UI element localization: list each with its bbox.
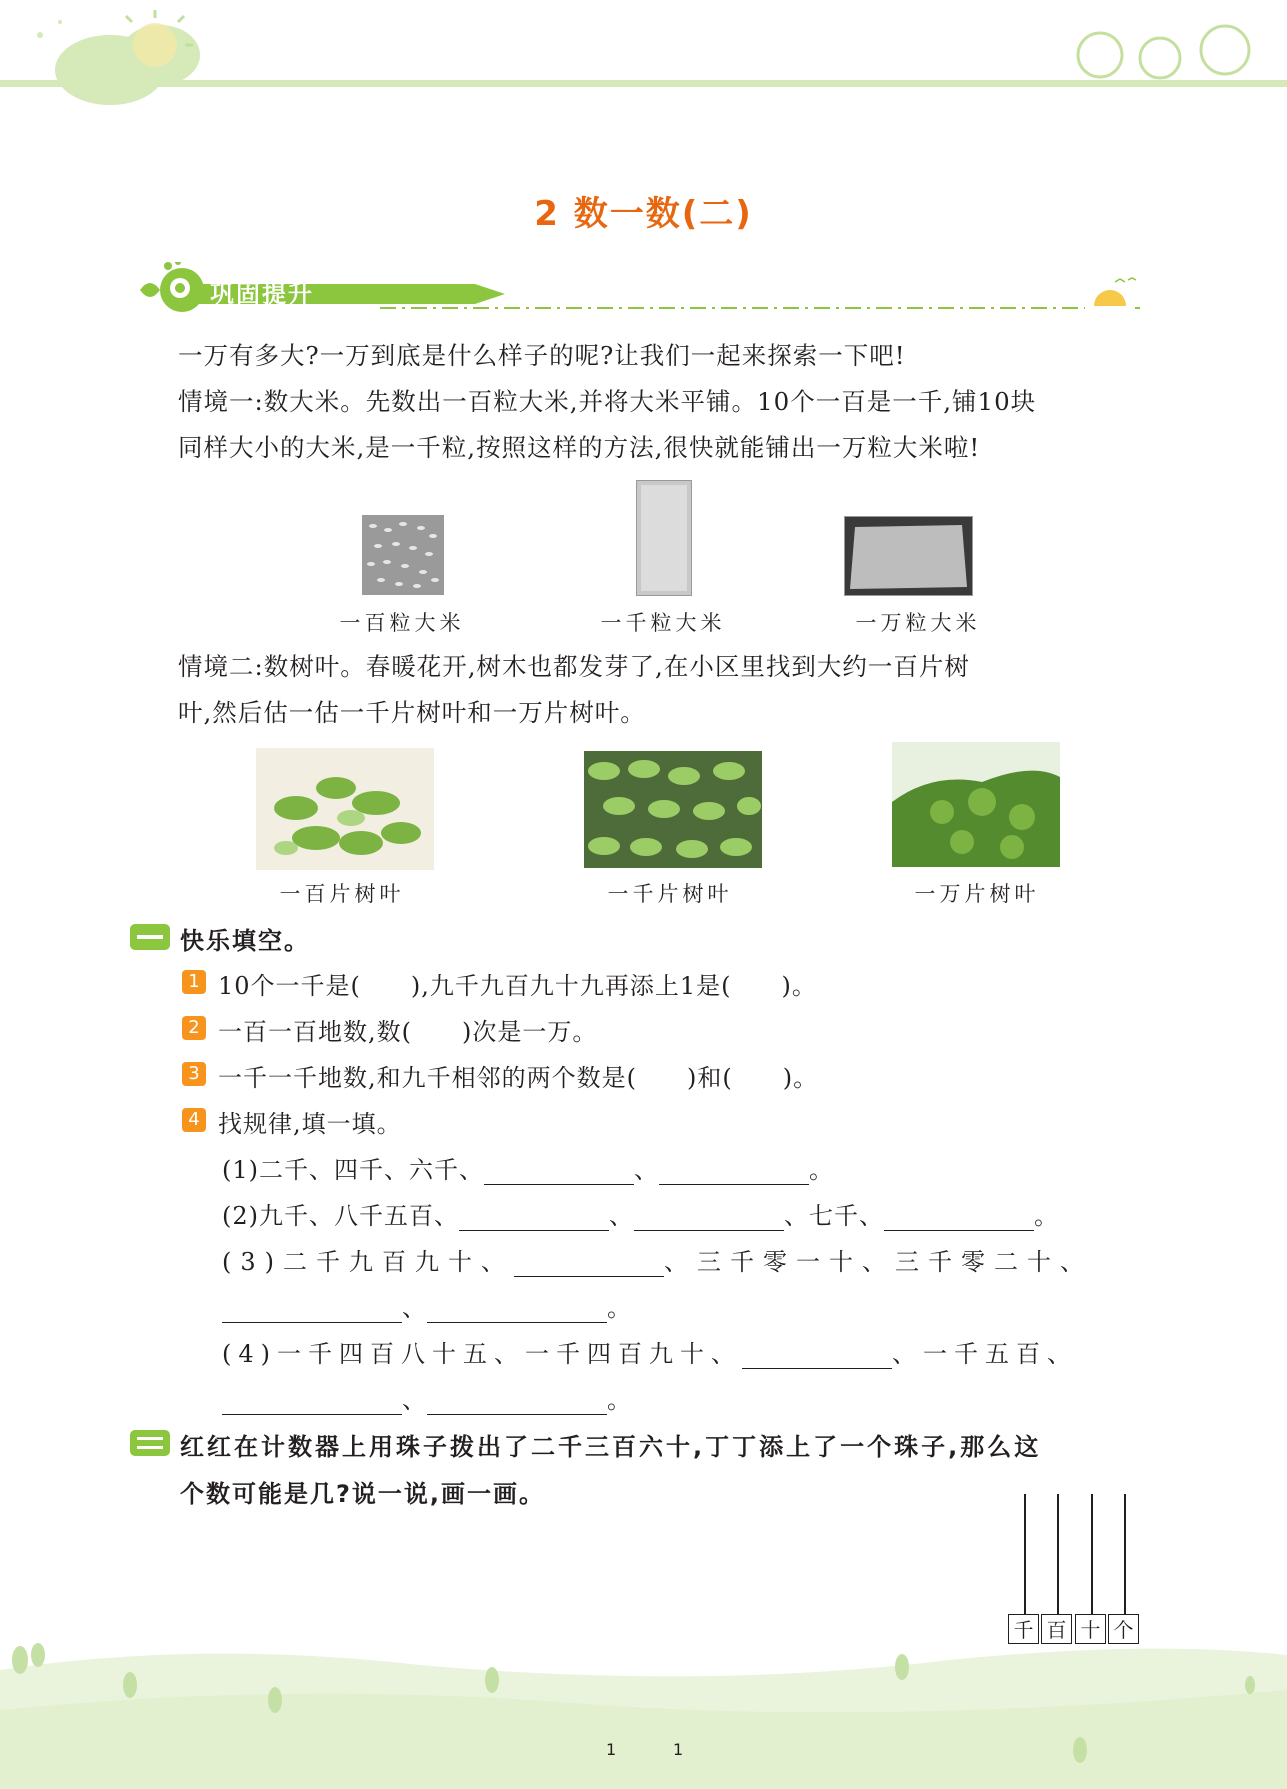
question-4-part-1: (1)二千、四千、六千、 、 。 [222,1156,834,1184]
section-one-badge [130,924,170,950]
question-4-part-3-continued: 、 。 [222,1288,632,1323]
question-1: 10个一千是( ),九千九百九十九再添上1是( )。 [218,972,817,1000]
section-two-line-1: 红红在计数器上用珠子拨出了二千三百六十,丁丁添上了一个珠子,那么这 [180,1433,1042,1461]
abacus-rod-tens [1091,1494,1093,1614]
answer-blank[interactable] [484,1158,634,1185]
question-4-part-2: (2)九千、八千五百、 、 、七千、 。 [222,1202,1059,1230]
rice-thousand-image [636,480,692,596]
rice-caption-thousand: 一千粒大米 [600,611,726,635]
abacus-rod-ones [1124,1494,1126,1614]
section-two-badge [130,1430,170,1456]
leaf-caption-hundred: 一百片树叶 [279,882,405,906]
answer-blank[interactable] [659,1158,809,1185]
page-title: 2 数一数(二) [534,194,753,234]
header-decoration [0,0,1287,110]
leaves-thousand-image [584,751,762,868]
abacus-rod-thousands [1024,1494,1026,1614]
leaves-ten-thousand-image [892,742,1060,867]
footer-landscape [0,1630,1287,1789]
rice-caption-ten-thousand: 一万粒大米 [855,611,981,635]
question-2-number: 2 [182,1016,206,1040]
question-4-part-3: (3)二千九百九十、 、三千零一十、三千零二十、 [222,1248,1093,1276]
abacus-label-hundreds: 百 [1041,1614,1072,1644]
answer-blank[interactable] [427,1388,607,1415]
rice-caption-hundred: 一百粒大米 [339,611,465,635]
question-4-part-4: (4)一千四百八十五、一千四百九十、 、一千五百、 [222,1340,1078,1368]
answer-blank[interactable] [514,1250,664,1277]
rice-ten-thousand-image [844,516,973,596]
rice-hundred-image [362,515,444,595]
intro-line-2: 情境一:数大米。先数出一百粒大米,并将大米平铺。10个一百是一千,铺10块 [178,387,1037,416]
abacus-label-tens: 十 [1075,1614,1106,1644]
question-4-part-4-continued: 、 。 [222,1380,632,1415]
answer-blank[interactable] [637,1067,687,1093]
leaf-caption-thousand: 一千片树叶 [607,882,733,906]
answer-blank[interactable] [222,1388,402,1415]
leaf-caption-ten-thousand: 一万片树叶 [914,882,1040,906]
question-3: 一千一千地数,和九千相邻的两个数是( )和( )。 [218,1064,819,1092]
question-4-prompt: 找规律,填一填。 [218,1110,402,1138]
abacus-rod-hundreds [1057,1494,1059,1614]
answer-blank[interactable] [412,1021,462,1047]
answer-blank[interactable] [459,1204,609,1231]
abacus-label-thousands: 千 [1008,1614,1039,1644]
answer-blank[interactable] [733,1067,783,1093]
answer-blank[interactable] [732,975,782,1001]
answer-blank[interactable] [742,1342,892,1369]
question-1-number: 1 [182,970,206,994]
question-4-number: 4 [182,1108,206,1132]
page-number-left: 1 [606,1740,617,1759]
intro-line-1: 一万有多大?一万到底是什么样子的呢?让我们一起来探索一下吧! [178,341,906,370]
answer-blank[interactable] [222,1296,402,1323]
leaves-intro-line-1: 情境二:数树叶。春暖花开,树木也都发芽了,在小区里找到大约一百片树 [178,652,970,681]
section-banner-label: 巩固提升 [210,280,314,308]
answer-blank[interactable] [361,975,411,1001]
intro-line-3: 同样大小的大米,是一千粒,按照这样的方法,很快就能铺出一万粒大米啦! [178,433,981,462]
page-number-right: 1 [673,1740,684,1759]
leaves-intro-line-2: 叶,然后估一估一千片树叶和一万片树叶。 [178,698,646,727]
question-2: 一百一百地数,数( )次是一万。 [218,1018,598,1046]
leaves-hundred-image [256,748,434,870]
section-one-title: 快乐填空。 [180,927,310,955]
section-two-line-2: 个数可能是几?说一说,画一画。 [180,1480,546,1508]
answer-blank[interactable] [427,1296,607,1323]
question-3-number: 3 [182,1062,206,1086]
answer-blank[interactable] [634,1204,784,1231]
answer-blank[interactable] [884,1204,1034,1231]
abacus-label-ones: 个 [1108,1614,1139,1644]
